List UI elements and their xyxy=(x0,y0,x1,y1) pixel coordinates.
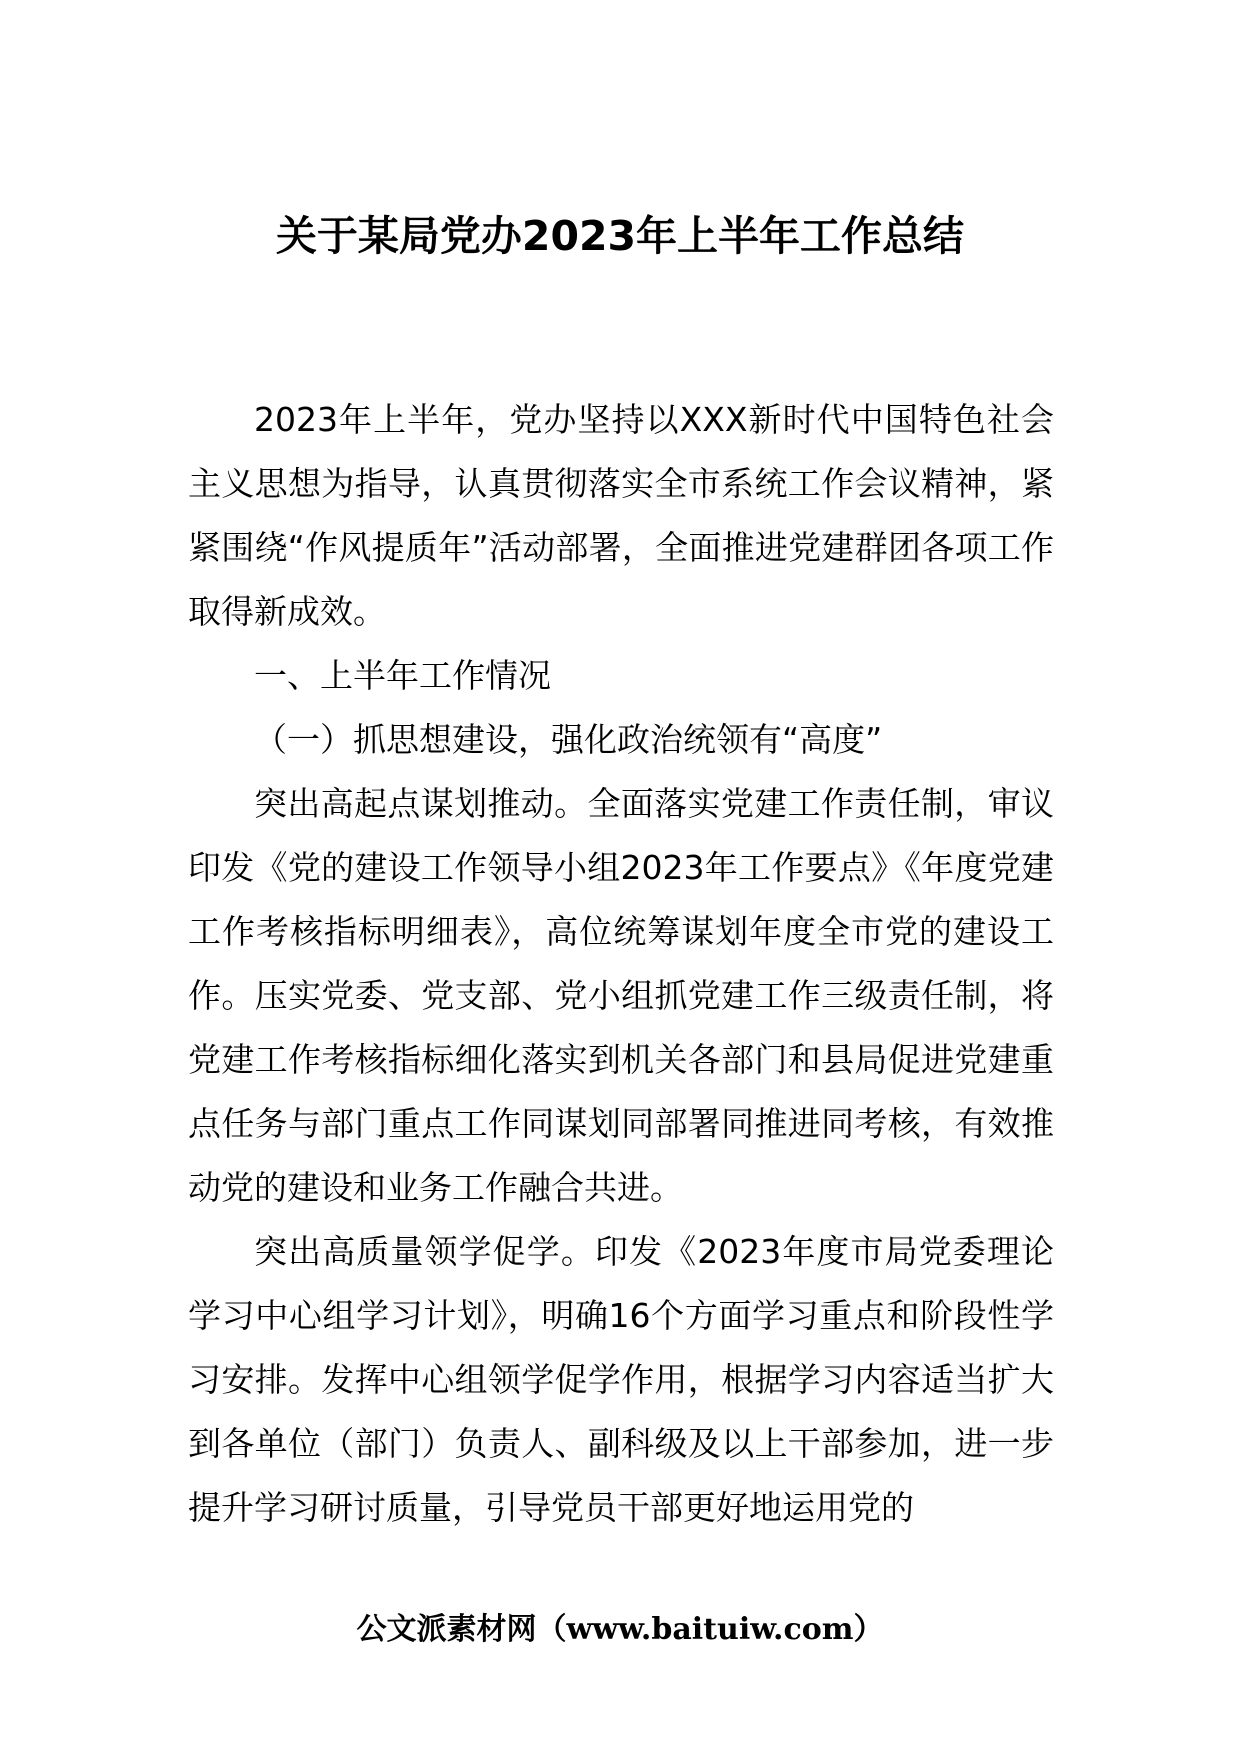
body-paragraph: 突出高质量领学促学。印发《2023年度市局党委理论学习中心组学习计划》，明确16个方面学习重点和阶段性学习安排。发挥中心组领学促学作用，根据学习内容适当扩大到各单位（部门）负责人、副科级及以上干部参加，进一步提升学习研讨质量，引导党员干部更好地运用党的 xyxy=(188,1232,1054,1527)
document-body xyxy=(188,388,1054,1540)
intro-paragraph: 2023年上半年，党办坚持以XXX新时代中国特色社会主义思想为指导，认真贯彻落实全市系统工作会议精神，紧紧围绕“作风提质年”活动部署，全面推进党建群团各项工作取得新成效。 xyxy=(188,400,1054,631)
subsection-heading: （一）抓思想建设，强化政治统领有“高度” xyxy=(254,720,883,759)
footer-watermark: 公文派素材网（www.baituiw.com） xyxy=(356,1612,884,1647)
document-title: 关于某局党办2023年上半年工作总结 xyxy=(275,212,965,260)
section-heading: 一、上半年工作情况 xyxy=(254,656,551,695)
body-paragraph: 突出高起点谋划推动。全面落实党建工作责任制，审议印发《党的建设工作领导小组2023年工作要点》《年度党建工作考核指标明细表》，高位统筹谋划年度全市党的建设工作。压实党委、党支部、党小组抓党建工作三级责任制，将党建工作考核指标细化落实到机关各部门和县局促进党建重点任务与部门重点工作同谋划同部署同推进同考核，有效推动党的建设和业务工作融合共进。 xyxy=(188,784,1054,1207)
